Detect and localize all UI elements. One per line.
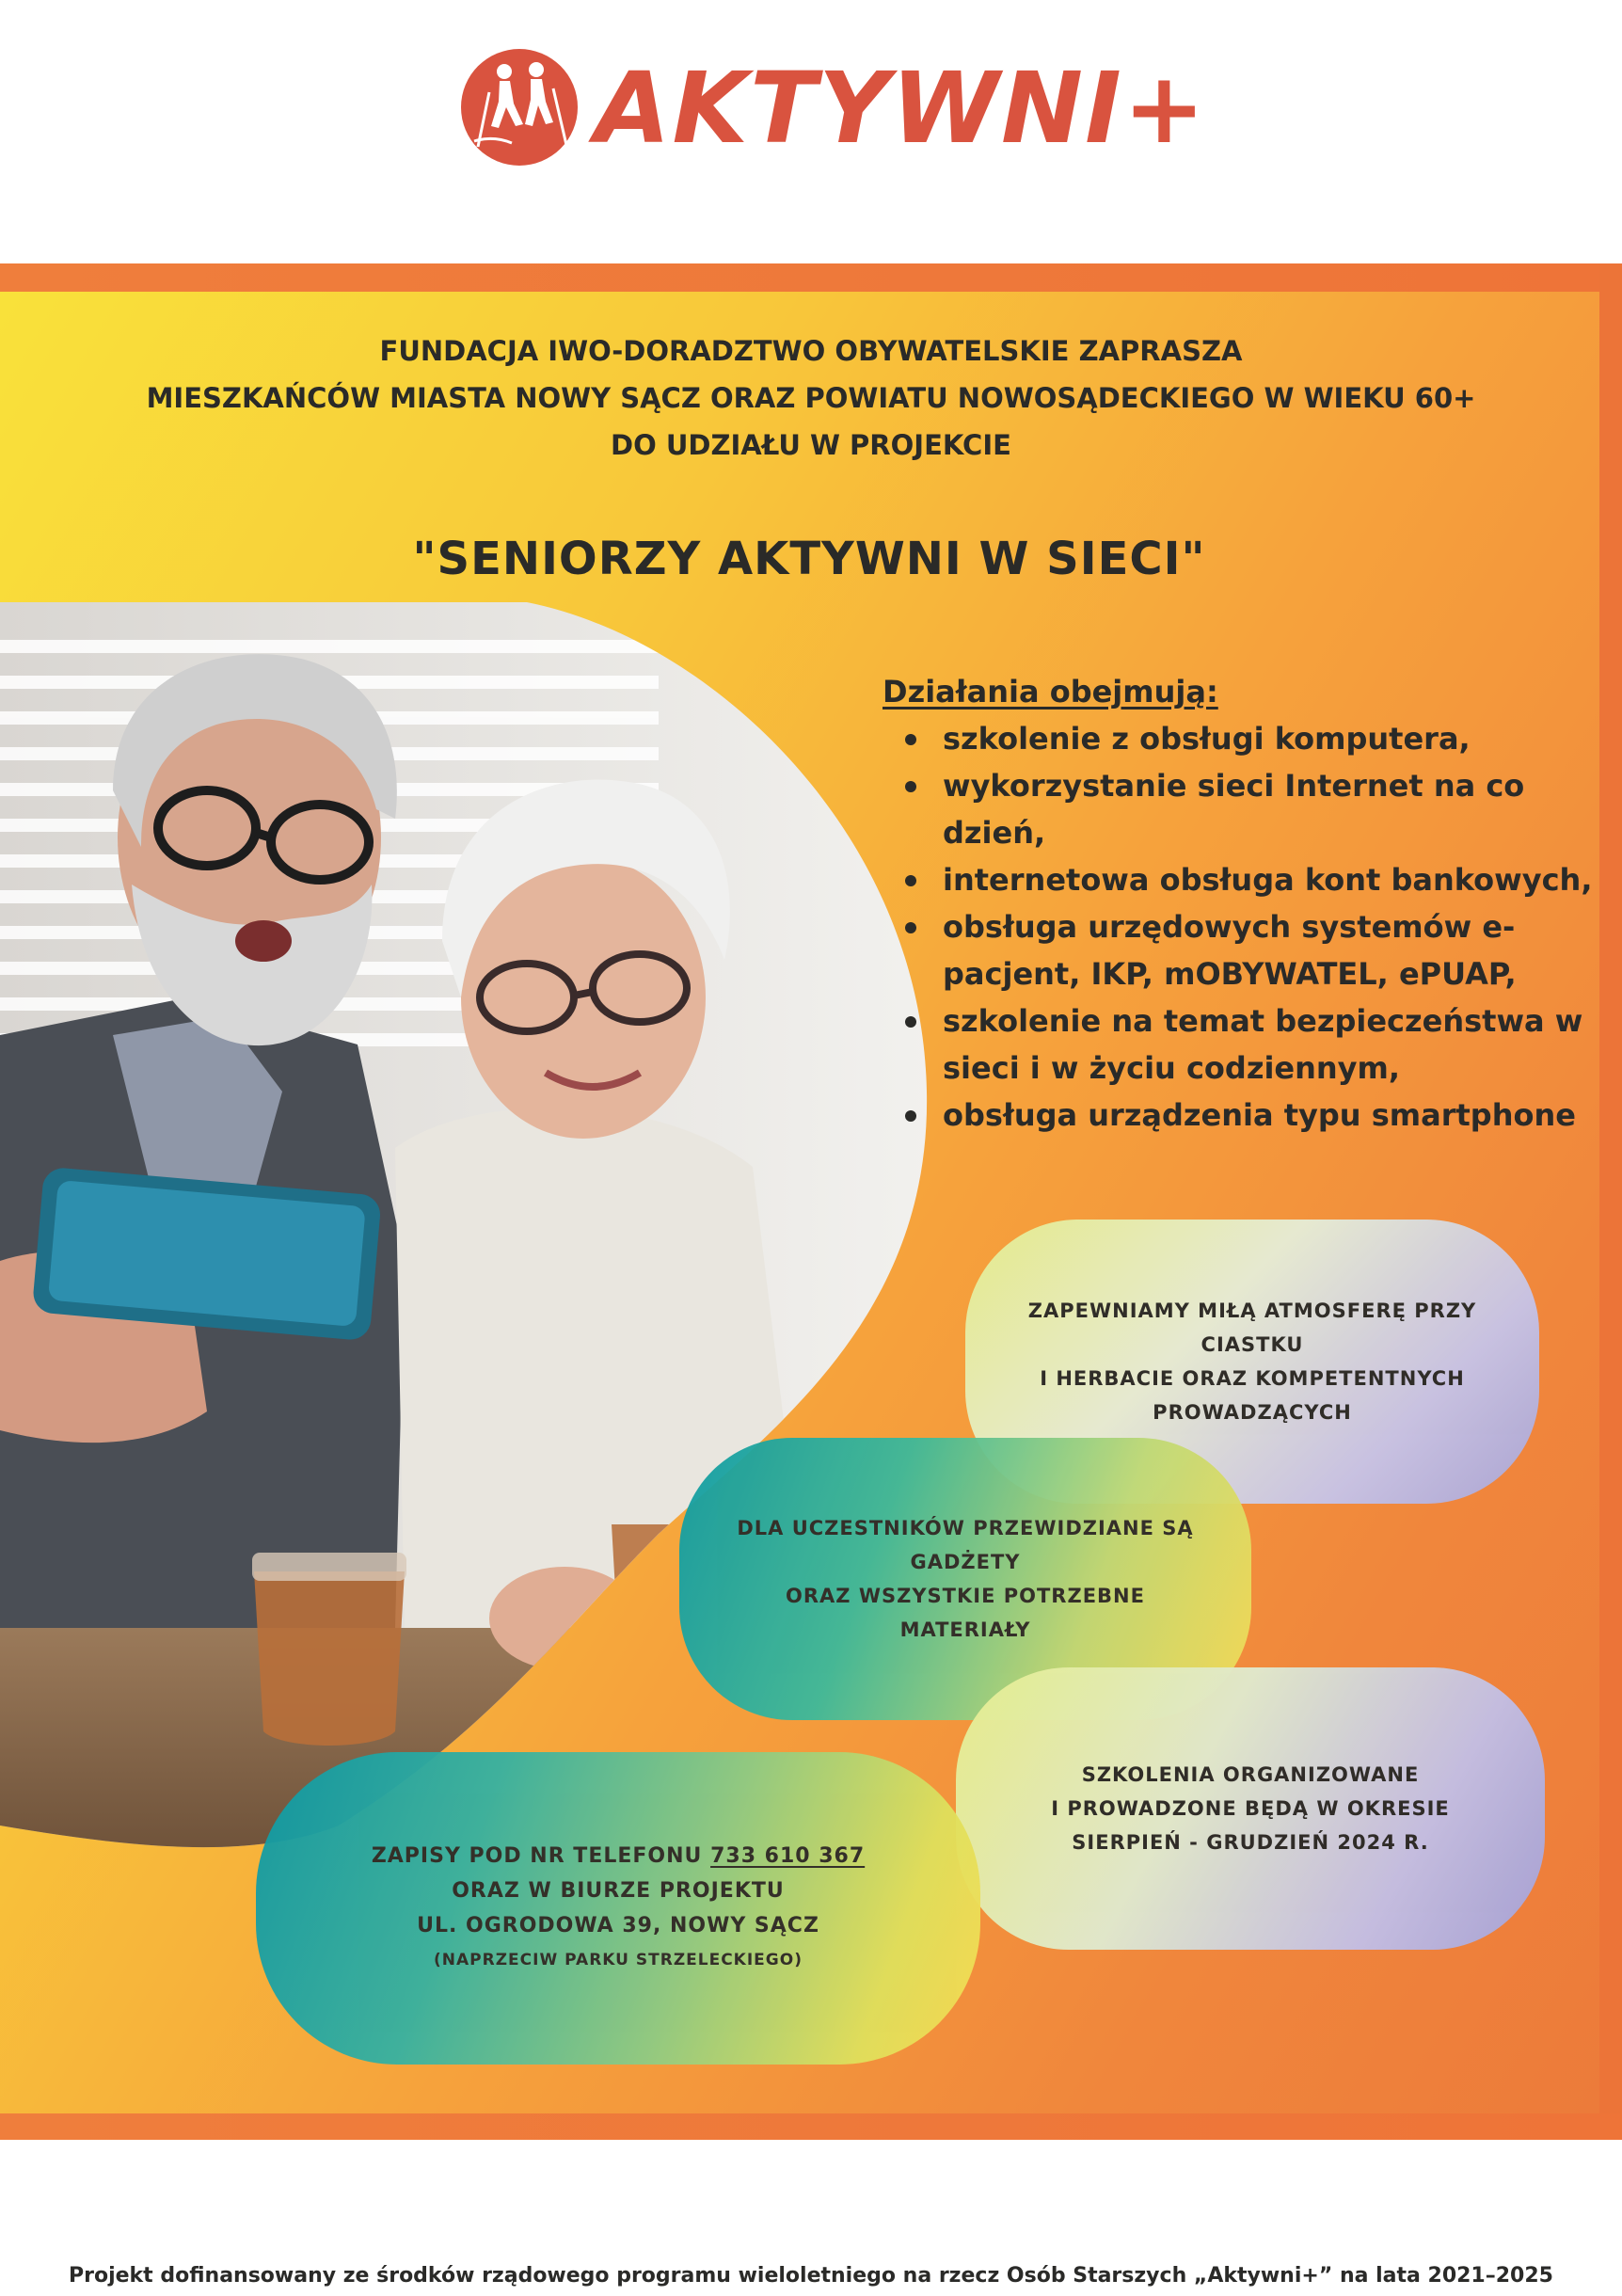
bullet-icon — [905, 1110, 916, 1122]
signup-office-line: ORAZ W BIURZE PROJEKTU — [452, 1879, 785, 1903]
period-line: SIERPIEŃ - GRUDZIEŃ 2024 R. — [1072, 1831, 1429, 1854]
signup-phone-line — [372, 1839, 865, 1873]
activity-item: szkolenie z obsługi komputera, — [883, 715, 1598, 762]
panel-top-border — [0, 263, 1622, 292]
bullet-icon — [905, 781, 916, 792]
activity-item: obsługa urzędowych systemów e-pacjent, IKP, mOBYWATEL, ePUAP, — [883, 903, 1598, 997]
bullet-icon — [905, 875, 916, 886]
gadgets-line: DLA UCZESTNIKÓW PRZEWIDZIANE SĄ GADŻETY — [737, 1517, 1194, 1573]
atmosphere-line: I HERBACIE ORAZ KOMPETENTNYCH — [1040, 1367, 1465, 1390]
invitation-text — [56, 327, 1566, 469]
project-title: "SENIORZY AKTYWNI W SIECI" — [412, 533, 1206, 585]
aktywni-logo — [455, 38, 1207, 179]
invitation-line-1: FUNDACJA IWO-DORADZTWO OBYWATELSKIE ZAPRASZA — [379, 335, 1243, 367]
atmosphere-line: ZAPEWNIAMY MIŁĄ ATMOSFERĘ PRZY CIASTKU — [1027, 1299, 1477, 1356]
invitation-line-2: MIESZKAŃCÓW MIASTA NOWY SĄCZ ORAZ POWIATU NOWOSĄDECKIEGO W WIEKU 60+ — [146, 382, 1476, 414]
activity-item: wykorzystanie sieci Internet na co dzień, — [883, 762, 1598, 856]
logo-wordmark: AKTYWNI+ — [595, 51, 1207, 166]
activity-item: szkolenie na temat bezpieczeństwa w sieci i w życiu codziennym, — [883, 997, 1598, 1092]
activities-heading: Działania obejmują: — [883, 674, 1218, 710]
signup-phone-number[interactable]: 733 610 367 — [710, 1844, 866, 1868]
activities-list — [883, 715, 1598, 1139]
period-line: SZKOLENIA ORGANIZOWANE — [1081, 1763, 1420, 1786]
gadgets-line: ORAZ WSZYSTKIE POTRZEBNE MATERIAŁY — [786, 1585, 1145, 1641]
activities-section — [883, 668, 1598, 1139]
walking-people-logo-icon — [455, 43, 583, 171]
signup-label: ZAPISY POD NR TELEFONU — [371, 1844, 703, 1868]
signup-info-box — [256, 1752, 980, 2065]
activity-item: obsługa urządzenia typu smartphone — [883, 1092, 1598, 1139]
bullet-icon — [905, 734, 916, 745]
funding-footer: Projekt dofinansowany ze środków rządowego programu wieloletniego na rzecz Osób Starszych „Aktywni+” na lata 2021–2025 — [69, 2264, 1553, 2288]
invitation-line-3: DO UDZIAŁU W PROJEKCIE — [611, 429, 1011, 461]
panel-bottom-border — [0, 2113, 1622, 2140]
activity-item: internetowa obsługa kont bankowych, — [883, 856, 1598, 903]
training-period-info-box — [956, 1667, 1545, 1950]
signup-address: UL. OGRODOWA 39, NOWY SĄCZ — [417, 1914, 819, 1937]
panel-right-border — [1599, 263, 1622, 2140]
bullet-icon — [905, 922, 916, 933]
period-line: I PROWADZONE BĘDĄ W OKRESIE — [1051, 1797, 1450, 1820]
bullet-icon — [905, 1016, 916, 1028]
signup-address-note: (NAPRZECIW PARKU STRZELECKIEGO) — [434, 1951, 803, 1969]
atmosphere-line: PROWADZĄCYCH — [1153, 1401, 1352, 1424]
